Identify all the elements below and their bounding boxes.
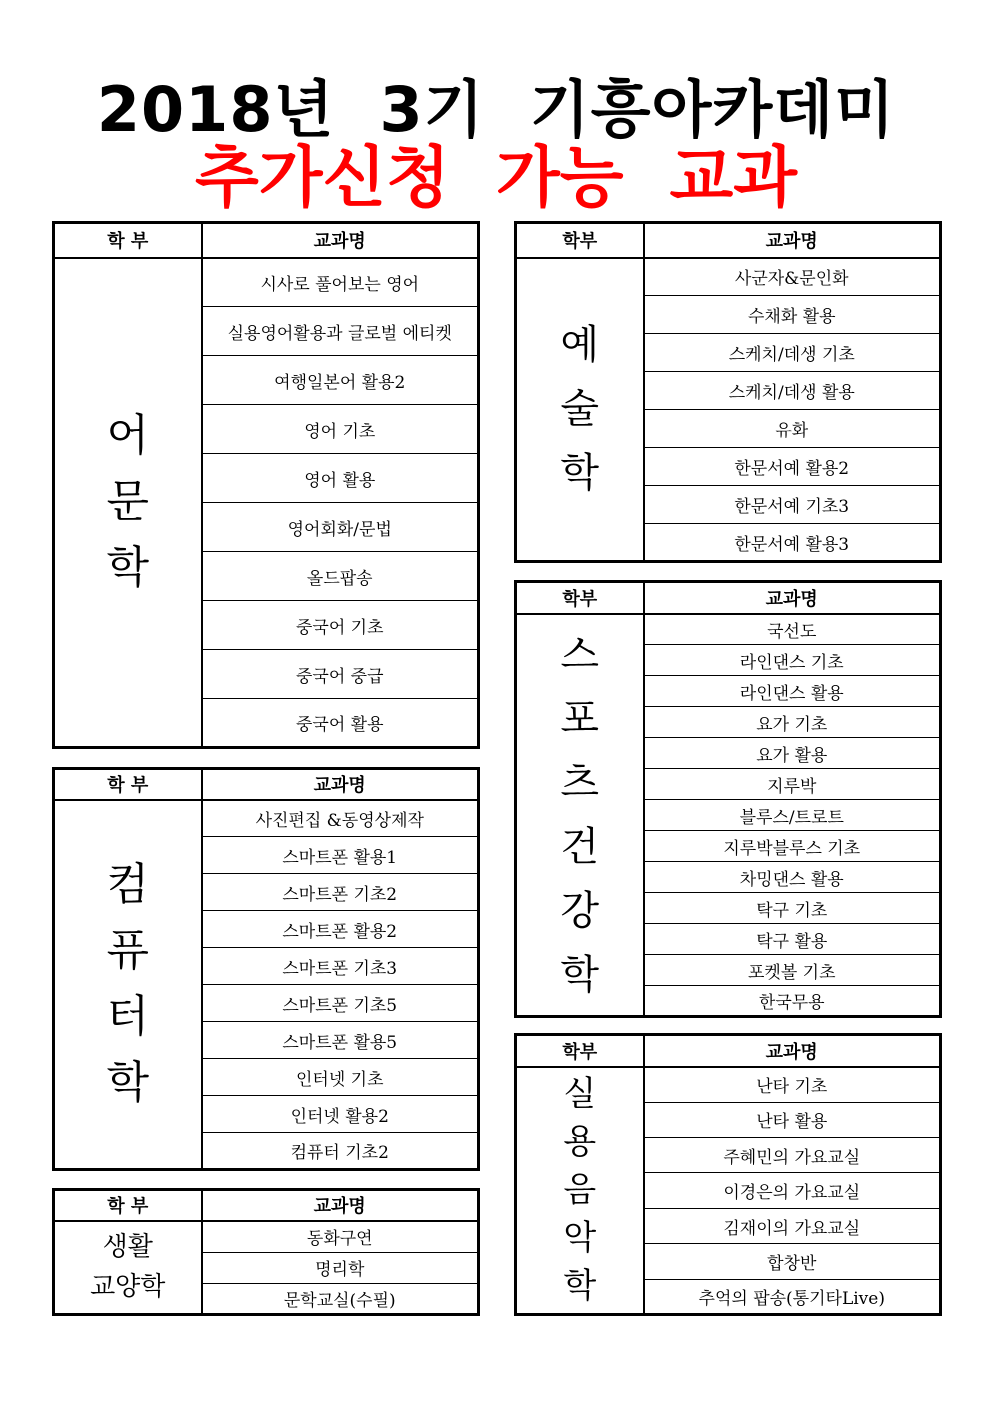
course-name: 난타 기초 — [644, 1067, 941, 1102]
table-music — [514, 1033, 942, 1316]
header-course: 교과명 — [202, 769, 479, 800]
course-name: 라인댄스 활용 — [644, 676, 941, 707]
table-computer — [52, 767, 480, 1171]
course-name: 스마트폰 활용1 — [202, 837, 479, 874]
course-name: 난타 활용 — [644, 1102, 941, 1137]
course-name: 스마트폰 기초5 — [202, 985, 479, 1022]
course-name: 중국어 활용 — [202, 699, 479, 748]
course-name: 시사로 풀어보는 영어 — [202, 258, 479, 307]
course-name: 중국어 기초 — [202, 601, 479, 650]
header-dept: 학 부 — [54, 1190, 202, 1221]
page-subtitle: 추가신청 가능 교과 — [195, 139, 797, 216]
table-row — [516, 1067, 941, 1102]
department-label: 예술학 — [560, 322, 600, 497]
course-name: 인터넷 활용2 — [202, 1096, 479, 1133]
course-name: 유화 — [644, 410, 941, 448]
course-name: 스마트폰 기초2 — [202, 874, 479, 911]
table-arts — [514, 221, 942, 563]
header-dept: 학 부 — [54, 223, 202, 258]
course-name: 지루박블루스 기초 — [644, 831, 941, 862]
course-name: 문학교실(수필) — [202, 1283, 479, 1314]
course-name: 올드팝송 — [202, 552, 479, 601]
course-name: 스케치/데생 활용 — [644, 372, 941, 410]
table-sports — [514, 580, 942, 1018]
header-dept: 학부 — [516, 1035, 644, 1067]
header-course: 교과명 — [202, 1190, 479, 1221]
header-course: 교과명 — [644, 582, 941, 614]
course-name: 사진편집 &동영상제작 — [202, 800, 479, 837]
department-name — [516, 614, 644, 1017]
department-label: 실용음악학 — [563, 1074, 597, 1307]
course-name: 스마트폰 기초3 — [202, 948, 479, 985]
course-name: 탁구 기초 — [644, 893, 941, 924]
course-name: 중국어 중급 — [202, 650, 479, 699]
department-name — [516, 1067, 644, 1315]
course-name: 탁구 활용 — [644, 924, 941, 955]
header-course: 교과명 — [202, 223, 479, 258]
course-name: 스케치/데생 기초 — [644, 334, 941, 372]
course-name: 영어 기초 — [202, 405, 479, 454]
table-liberal — [52, 1188, 480, 1316]
course-name: 요가 활용 — [644, 738, 941, 769]
department-name — [516, 258, 644, 562]
course-name: 라인댄스 기초 — [644, 645, 941, 676]
course-name: 지루박 — [644, 769, 941, 800]
course-name: 명리학 — [202, 1252, 479, 1283]
course-name: 추억의 팝송(통기타Live) — [644, 1279, 941, 1314]
course-name: 이경은의 가요교실 — [644, 1173, 941, 1208]
course-name: 영어 활용 — [202, 454, 479, 503]
header-dept: 학부 — [516, 582, 644, 614]
table-row — [54, 800, 479, 837]
course-name: 국선도 — [644, 614, 941, 645]
course-name: 동화구연 — [202, 1221, 479, 1252]
course-name: 한문서예 활용2 — [644, 448, 941, 486]
table-row — [54, 1221, 479, 1252]
course-name: 여행일본어 활용2 — [202, 356, 479, 405]
course-name: 요가 기초 — [644, 707, 941, 738]
table-row — [516, 614, 941, 645]
table-row — [516, 258, 941, 296]
course-name: 김재이의 가요교실 — [644, 1208, 941, 1243]
course-name: 차밍댄스 활용 — [644, 862, 941, 893]
course-name: 실용영어활용과 글로벌 에티켓 — [202, 307, 479, 356]
header-course: 교과명 — [644, 1035, 941, 1067]
department-label: 스포츠건강학 — [560, 631, 600, 998]
course-name: 수채화 활용 — [644, 296, 941, 334]
department-label: 어문학 — [106, 410, 149, 594]
course-name: 주혜민의 가요교실 — [644, 1138, 941, 1173]
course-name: 인터넷 기초 — [202, 1059, 479, 1096]
course-name: 합창반 — [644, 1244, 941, 1279]
header-dept: 학부 — [516, 223, 644, 258]
course-name: 한문서예 기초3 — [644, 486, 941, 524]
table-row — [54, 258, 479, 307]
table-language — [52, 221, 480, 749]
course-name: 영어회화/문법 — [202, 503, 479, 552]
course-name: 사군자&문인화 — [644, 258, 941, 296]
course-name: 한문서예 활용3 — [644, 524, 941, 562]
course-name: 포켓볼 기초 — [644, 955, 941, 986]
course-name: 스마트폰 활용5 — [202, 1022, 479, 1059]
course-name: 블루스/트로트 — [644, 800, 941, 831]
course-name: 컴퓨터 기초2 — [202, 1133, 479, 1170]
header-dept: 학 부 — [54, 769, 202, 800]
course-name: 한국무용 — [644, 986, 941, 1017]
course-name: 스마트폰 활용2 — [202, 911, 479, 948]
department-name — [54, 258, 202, 748]
department-name — [54, 800, 202, 1170]
department-name — [54, 1221, 202, 1315]
department-label: 생활 교양학 — [90, 1232, 166, 1303]
department-label: 컴퓨터학 — [106, 859, 149, 1109]
header-course: 교과명 — [644, 223, 941, 258]
page-title: 2018년 3기 기흥아카데미 — [96, 73, 896, 146]
